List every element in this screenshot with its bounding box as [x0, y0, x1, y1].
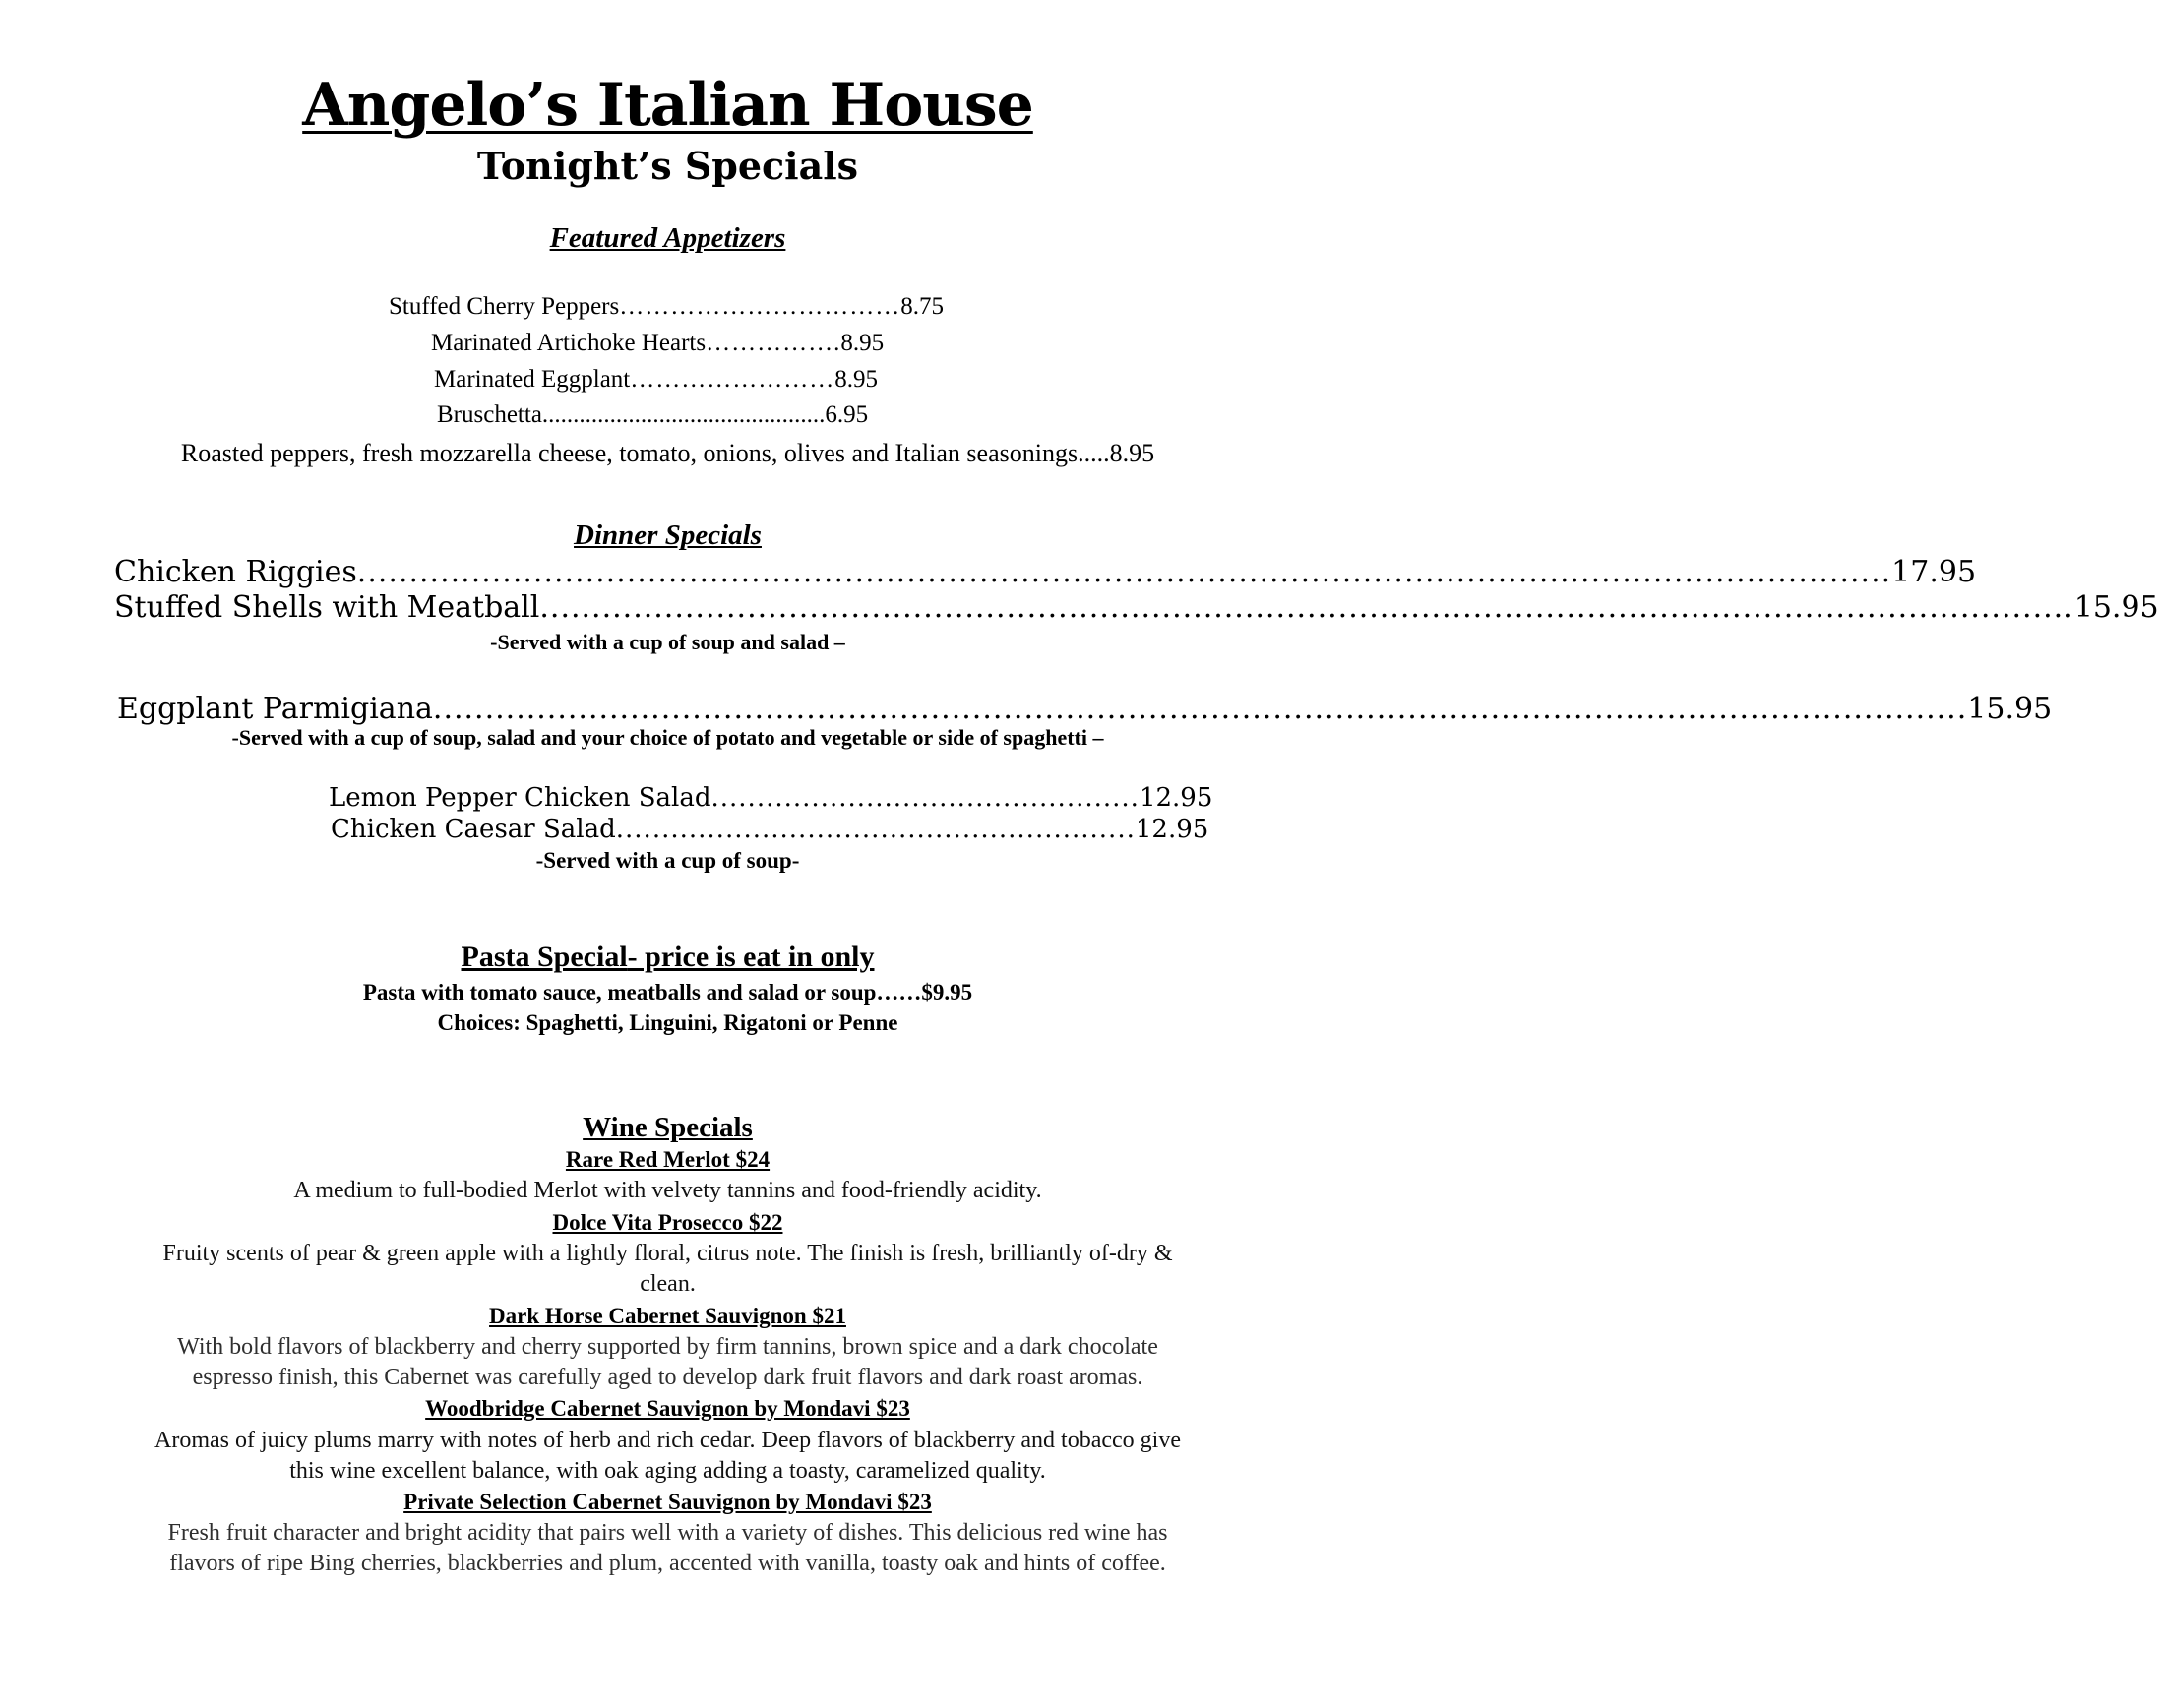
leader-dots: ....................................................................................................................................................: [432, 692, 1968, 726]
salad-item: [331, 815, 1209, 844]
leader-dots: …………….: [706, 330, 841, 356]
appetizer-price: 8.95: [1109, 439, 1155, 467]
appetizer-item: [431, 330, 884, 357]
appetizer-price: 8.75: [900, 293, 944, 320]
leader-dots: ……………………………: [619, 293, 901, 320]
appetizer-price: 8.95: [834, 366, 878, 393]
wine-description: this wine excellent balance, with oak aging adding a toasty, caramelized quality.: [289, 1458, 1046, 1484]
dinner-name: Eggplant Parmigiana: [117, 692, 433, 726]
wine-name: Private Selection Cabernet Sauvignon by Mondavi $23: [403, 1490, 932, 1514]
page-subtitle: Tonight’s Specials: [476, 144, 859, 188]
wine-description: Aromas of juicy plums marry with notes of herb and rich cedar. Deep flavors of blackberry and tobacco give: [154, 1428, 1181, 1453]
salad-item: [329, 783, 1213, 813]
pasta-heading-main: Pasta Special: [461, 941, 628, 973]
wine-name: Dolce Vita Prosecco $22: [552, 1210, 783, 1235]
dinner-note: -Served with a cup of soup and salad –: [490, 630, 845, 654]
appetizer-name: Marinated Artichoke Hearts: [431, 330, 707, 356]
pasta-line: Pasta with tomato sauce, meatballs and salad or soup……$9.95: [362, 980, 973, 1005]
appetizer-price: 8.95: [840, 330, 885, 356]
salad-name: Lemon Pepper Chicken Salad: [329, 783, 711, 813]
leader-dots: ……………………: [630, 366, 835, 393]
wine-description: espresso finish, this Cabernet was carefully aged to develop dark fruit flavors and dark roast aromas.: [192, 1365, 1143, 1390]
dinner-item: [117, 692, 2053, 726]
salad-name: Chicken Caesar Salad: [331, 815, 616, 844]
appetizer-price: 6.95: [825, 401, 869, 428]
leader-dots: .........................................................: [615, 815, 1136, 844]
dinner-item: [114, 590, 2159, 625]
dinner-item: [114, 555, 1977, 589]
wine-heading: Wine Specials: [583, 1112, 753, 1143]
appetizer-item: [437, 401, 868, 429]
restaurant-title: Angelo’s Italian House: [302, 71, 1033, 140]
pasta-choices: Choices: Spaghetti, Linguini, Rigatoni or Penne: [437, 1010, 898, 1035]
wine-name: Rare Red Merlot $24: [565, 1147, 771, 1172]
leader-dots: ....................................................................................................................................................: [356, 555, 1892, 589]
dinner-price: 17.95: [1891, 555, 1977, 589]
leader-dots: ..............................................: [541, 401, 826, 428]
pasta-heading-note: - price is eat in only: [627, 941, 875, 973]
wine-name: Woodbridge Cabernet Sauvignon by Mondavi $23: [425, 1396, 910, 1421]
dinner-heading: Dinner Specials: [574, 519, 762, 551]
wine-description: A medium to full-bodied Merlot with velvety tannins and food-friendly acidity.: [293, 1178, 1042, 1203]
appetizer-item: [434, 366, 878, 394]
leader-dots: ....................................................................................................................................................: [539, 590, 2074, 625]
wine-description: flavors of ripe Bing cherries, blackberries and plum, accented with vanilla, toasty oak and hints of coffee.: [169, 1551, 1166, 1576]
dinner-name: Stuffed Shells with Meatball: [114, 590, 540, 625]
wine-description: With bold flavors of blackberry and cherry supported by firm tannins, brown spice and a dark chocolate: [177, 1334, 1158, 1360]
appetizer-item: [389, 293, 944, 321]
dinner-note: -Served with a cup of soup, salad and your choice of potato and vegetable or side of spaghetti –: [231, 725, 1104, 750]
dinner-note: -Served with a cup of soup-: [535, 848, 800, 873]
salad-price: 12.95: [1135, 815, 1209, 844]
wine-name: Dark Horse Cabernet Sauvignon $21: [489, 1304, 846, 1328]
appetizer-name: Roasted peppers, fresh mozzarella cheese, tomato, onions, olives and Italian seasonings: [180, 439, 1079, 467]
pasta-heading: [0, 941, 1335, 974]
leader-dots: ...............................................: [710, 783, 1140, 813]
appetizer-item: [0, 439, 1335, 468]
dinner-name: Chicken Riggies: [114, 555, 357, 589]
salad-price: 12.95: [1139, 783, 1213, 813]
wine-description: Fresh fruit character and bright acidity that pairs well with a variety of dishes. This delicious red wine has: [167, 1520, 1168, 1546]
dinner-price: 15.95: [1967, 692, 2053, 726]
wine-description: Fruity scents of pear & green apple with a lightly floral, citrus note. The finish is fresh, brilliantly of-dry &: [162, 1241, 1173, 1266]
appetizer-name: Stuffed Cherry Peppers: [389, 293, 620, 320]
leader-dots: .....: [1078, 439, 1110, 467]
appetizers-heading: Featured Appetizers: [549, 222, 786, 254]
wine-description: clean.: [640, 1271, 696, 1297]
appetizer-name: Bruschetta: [437, 401, 542, 428]
appetizer-name: Marinated Eggplant: [434, 366, 631, 393]
dinner-price: 15.95: [2073, 590, 2159, 625]
